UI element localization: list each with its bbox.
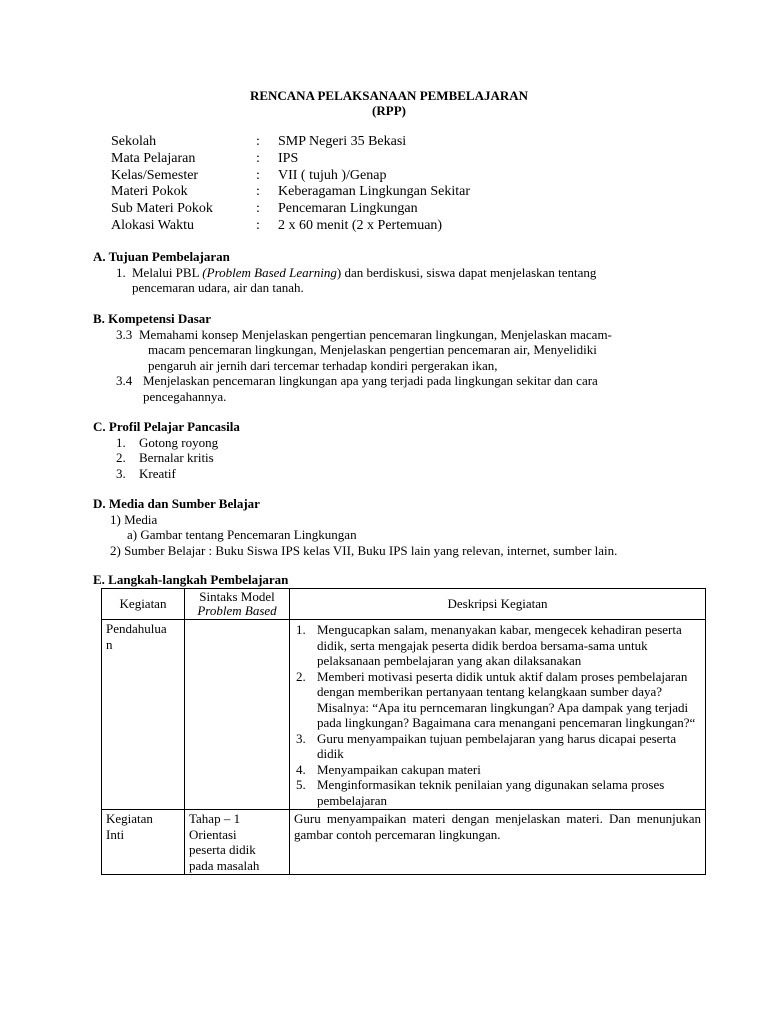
info-label: Sekolah	[111, 134, 157, 149]
title-line-2: (RPP)	[372, 103, 406, 118]
list-item	[294, 762, 701, 778]
pendahuluan-list	[294, 622, 701, 808]
tujuan-text-line-2: pencemaran udara, air dan tanah.	[132, 280, 304, 295]
header-deskripsi: Deskripsi Kegiatan	[290, 589, 706, 620]
kegiatan-line: Pendahulua	[106, 621, 167, 636]
info-label: Materi Pokok	[111, 184, 188, 200]
sintaks-line: pada masalah	[189, 857, 260, 873]
header-sintaks-line-2: Problem Based	[197, 603, 277, 618]
info-value: IPS	[278, 150, 299, 166]
list-text: Menyampaikan cakupan materi	[317, 761, 481, 777]
info-label: Mata Pelajaran	[111, 150, 196, 166]
list-item	[93, 435, 693, 451]
cell-sintaks	[185, 810, 290, 875]
list-text: Mengucapkan salam, menanyakan kabar, mengecek kehadiran peserta didik, serta mengajak peserta didik berdoa bersama-sama untuk pelaksanaan pembelajaran yang akan dilaksanakan	[317, 622, 682, 668]
tujuan-text-emphasis: (Problem Based Learning	[202, 264, 337, 280]
section-heading: D. Media dan Sumber Belajar	[93, 496, 260, 511]
tujuan-text-end: ) dan berdiskusi, siswa dapat menjelaskan tentang	[336, 264, 597, 280]
info-value: SMP Negeri 35 Bekasi	[278, 134, 407, 149]
list-number: 2.	[116, 450, 126, 465]
media-label: 1) Media	[110, 511, 158, 527]
info-colon: :	[256, 134, 260, 149]
list-text: Guru menyampaikan tujuan pembelajaran yang harus dicapai peserta didik	[317, 730, 677, 761]
table-header-row	[102, 589, 706, 620]
header-sintaks	[185, 589, 290, 620]
list-item	[93, 327, 693, 374]
kd-text-line: Menjelaskan pencemaran lingkungan apa yang terjadi pada lingkungan sekitar dan cara	[143, 373, 598, 388]
info-value: Pencemaran Lingkungan	[278, 201, 418, 217]
section-heading: B. Kompetensi Dasar	[93, 311, 212, 326]
list-item	[294, 731, 701, 762]
kd-text-line: pengaruh air jernih dari tercemar terhadap kondiri pergerakan ikan,	[148, 357, 498, 373]
cell-deskripsi: Guru menyampaikan materi dengan menjelaskan materi. Dan menunjukan gambar contoh percemaran lingkungan.	[290, 810, 706, 875]
kegiatan-line: n	[106, 636, 113, 652]
tujuan-text-start: Melalui PBL	[132, 264, 203, 280]
list-number: 3.	[116, 465, 126, 481]
sumber-belajar: 2) Sumber Belajar : Buku Siswa IPS kelas VII, Buku IPS lain yang relevan, internet, sumber lain.	[110, 542, 618, 558]
list-text: Gotong royong	[139, 434, 219, 450]
list-text: Kreatif	[139, 465, 176, 481]
kegiatan-line: Inti	[106, 826, 125, 842]
info-value: VII ( tujuh )/Genap	[278, 167, 387, 183]
info-label: Sub Materi Pokok	[111, 201, 213, 217]
list-number: 3.4	[116, 373, 133, 388]
list-item	[294, 622, 701, 669]
info-label: Kelas/Semester	[111, 167, 199, 183]
list-item	[294, 777, 701, 808]
list-item	[93, 373, 693, 404]
steps-table	[101, 588, 706, 875]
list-number: 2.	[296, 668, 306, 684]
info-label: Alokasi Waktu	[111, 217, 194, 233]
section-profil-pelajar	[93, 419, 693, 481]
list-item	[93, 466, 693, 482]
sintaks-line: Orientasi	[189, 826, 237, 842]
list-item	[294, 669, 701, 731]
kegiatan-line: Kegiatan	[106, 811, 153, 826]
kd-text-line: Memahami konsep Menjelaskan pengertian pencemaran lingkungan, Menjelaskan macam-	[139, 326, 612, 342]
sintaks-line: peserta didik	[189, 842, 256, 857]
list-item	[93, 450, 693, 466]
section-media-sumber	[93, 496, 713, 558]
list-number: 3.	[296, 730, 306, 746]
kd-text-line: pencegahannya.	[143, 388, 227, 404]
info-value: 2 x 60 menit (2 x Pertemuan)	[278, 217, 443, 233]
kd-text-line: macam pencemaran lingkungan, Menjelaskan pengertian pencemaran air, Menyelidiki	[148, 342, 597, 357]
list-number: 1.	[116, 264, 126, 280]
media-item: a) Gambar tentang Pencemaran Lingkungan	[127, 527, 357, 542]
cell-deskripsi	[290, 620, 706, 810]
section-heading: E. Langkah-langkah Pembelajaran	[93, 572, 289, 587]
list-item	[93, 265, 693, 296]
list-text: Memberi motivasi peserta didik untuk aktif dalam proses pembelajaran dengan memberikan pertanyaan tentang kelangkaan sumber daya? Misalnya: “Apa itu perncemaran lingkungan? Apa dampak yang terjadi pada lingkungan? Bagaimana cara menangani pencemaran lingkungan?“	[317, 668, 696, 730]
cell-kegiatan	[102, 810, 185, 875]
header-kegiatan: Kegiatan	[102, 589, 185, 620]
title-line-1: RENCANA PELAKSANAAN PEMBELAJARAN	[249, 88, 529, 103]
list-number: 3.3	[116, 326, 133, 342]
info-colon: :	[256, 201, 260, 217]
header-sintaks-line-1: Sintaks Model	[199, 589, 275, 604]
section-heading: A. Tujuan Pembelajaran	[93, 249, 230, 264]
info-colon: :	[256, 167, 260, 183]
info-colon: :	[256, 217, 260, 233]
info-colon: :	[256, 150, 260, 166]
section-heading: C. Profil Pelajar Pancasila	[93, 419, 240, 434]
list-text: Menginformasikan teknik penilaian yang digunakan selama proses pembelajaran	[317, 777, 665, 808]
list-number: 5.	[296, 777, 306, 792]
section-kompetensi-dasar	[93, 311, 693, 404]
info-colon: :	[256, 184, 260, 200]
table-row	[102, 810, 706, 875]
table-row	[102, 620, 706, 810]
list-text: Bernalar kritis	[139, 450, 214, 465]
sintaks-line: Tahap – 1	[189, 811, 241, 826]
list-number: 1.	[296, 622, 306, 637]
cell-sintaks	[185, 620, 290, 810]
cell-kegiatan	[102, 620, 185, 810]
section-tujuan-pembelajaran	[93, 249, 693, 296]
list-number: 1.	[116, 434, 126, 450]
document-title	[0, 88, 768, 118]
list-number: 4.	[296, 761, 306, 777]
section-langkah-pembelajaran	[93, 572, 288, 588]
info-value: Keberagaman Lingkungan Sekitar	[278, 184, 471, 200]
